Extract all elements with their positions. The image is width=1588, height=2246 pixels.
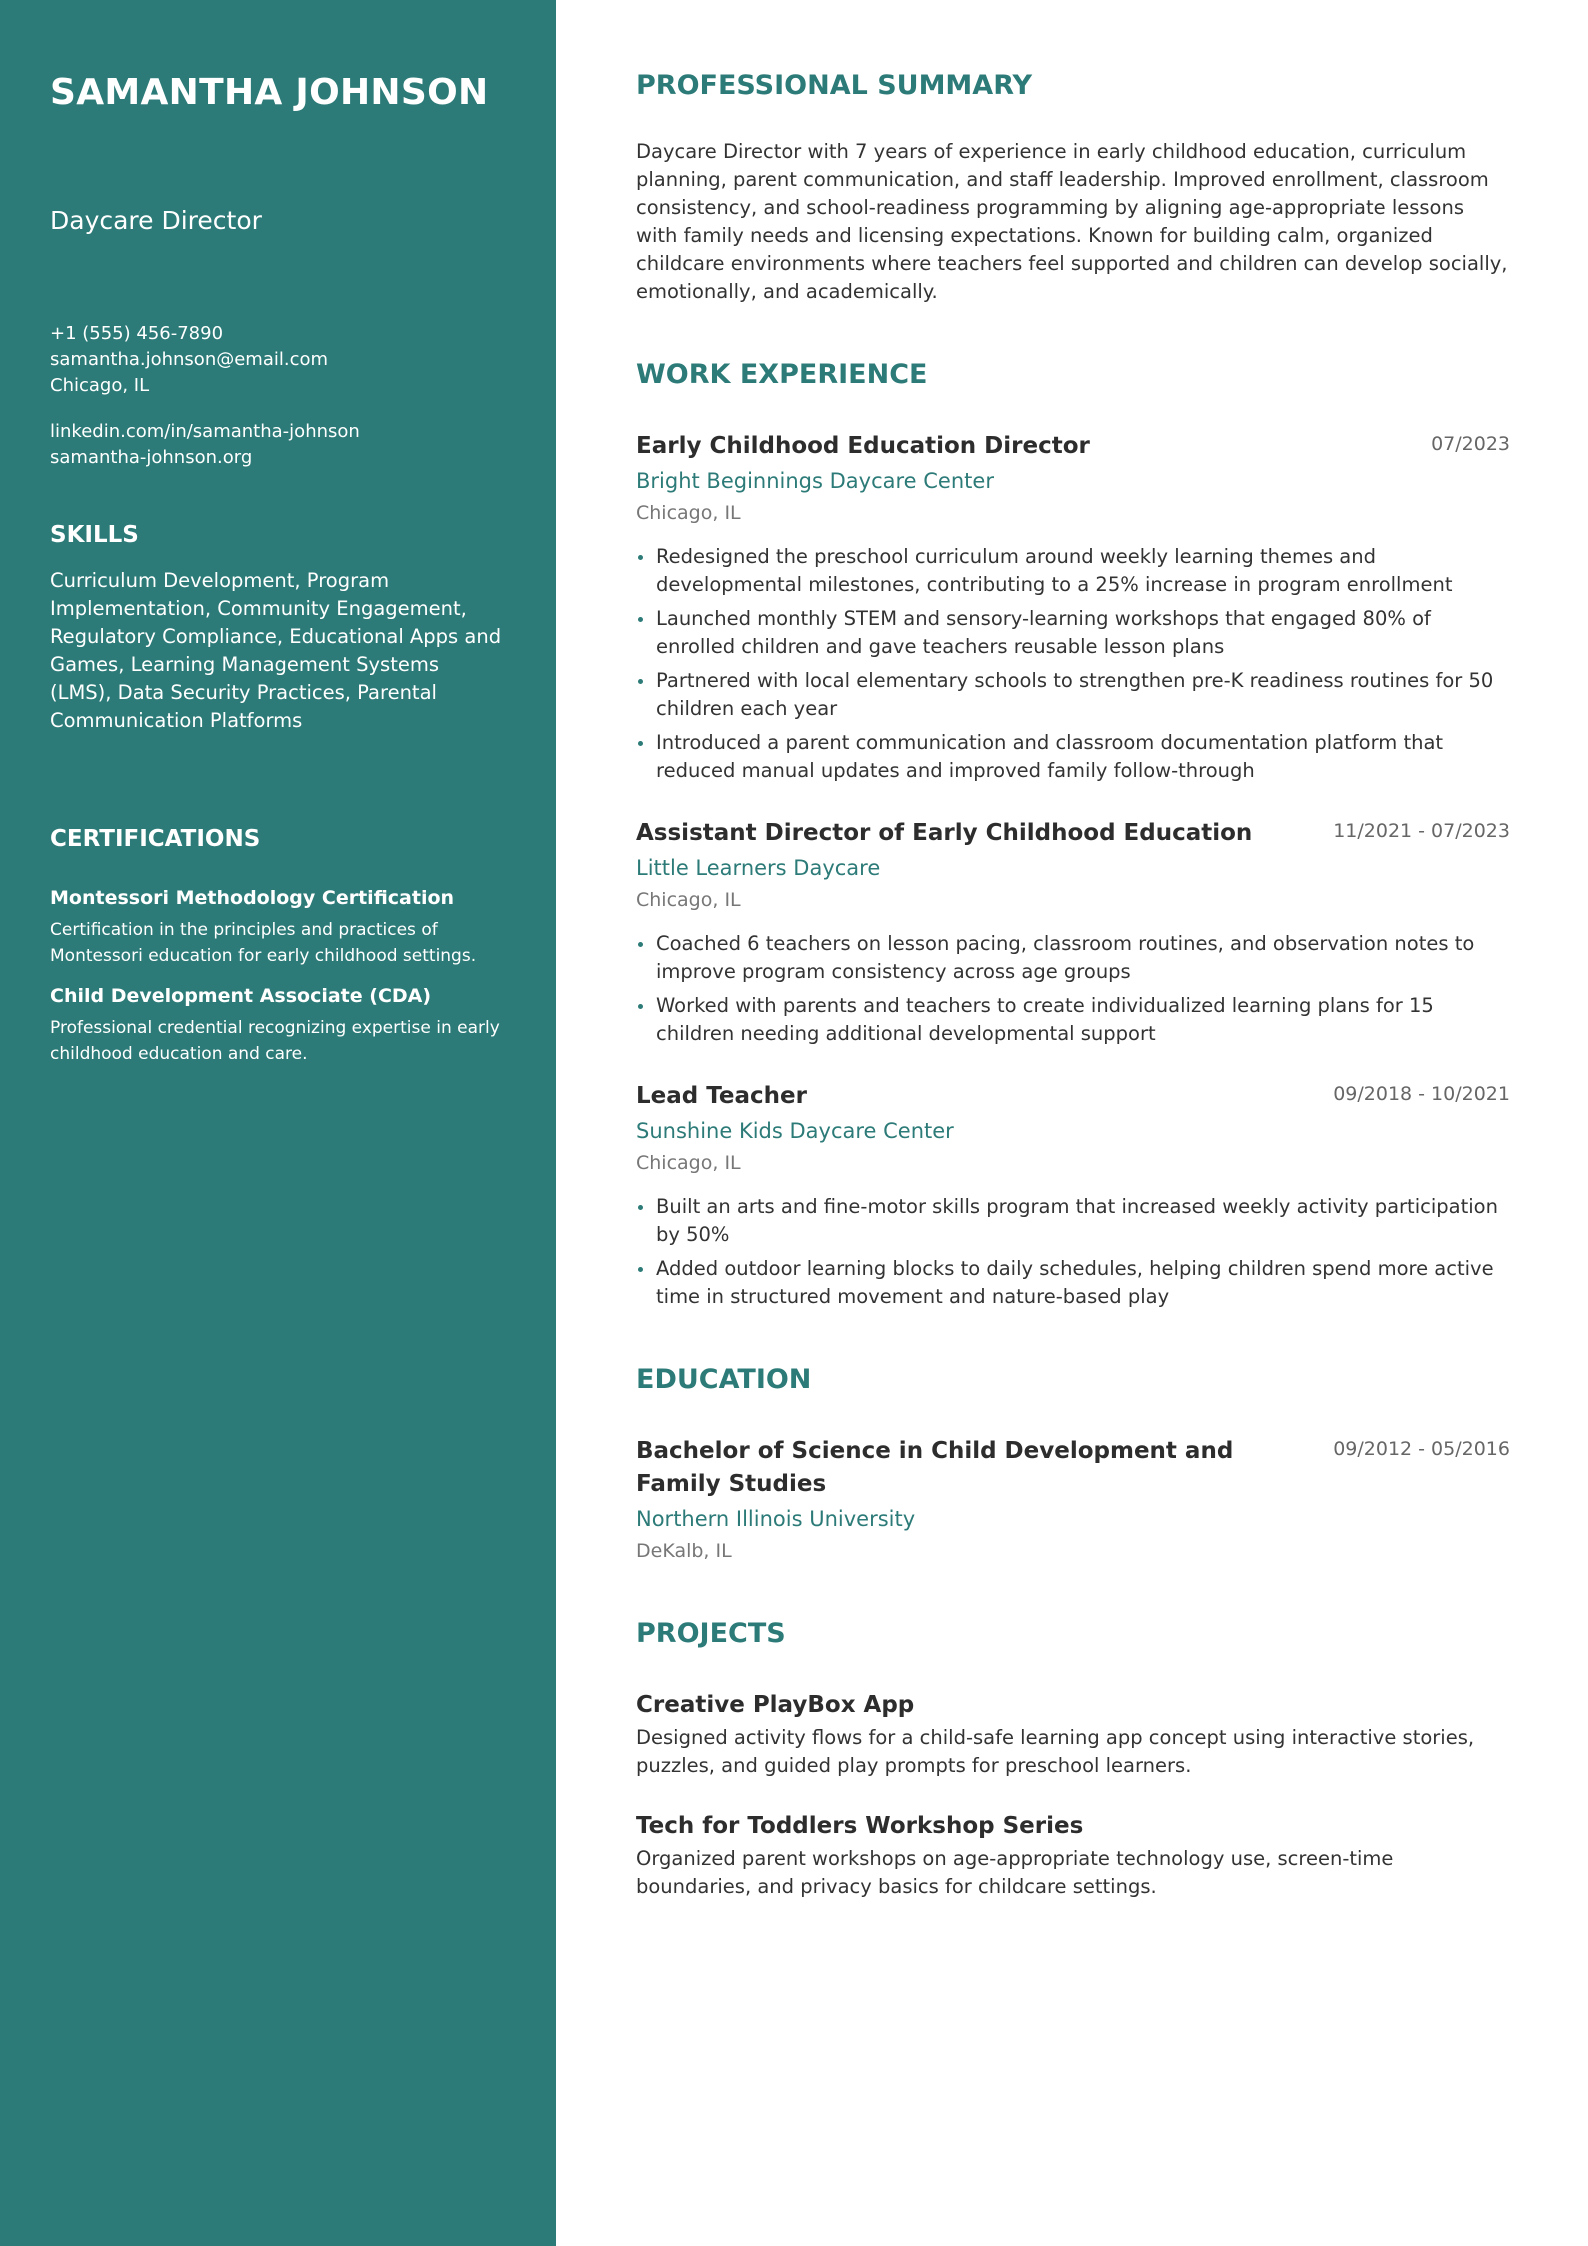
work-experience-list xyxy=(636,430,1510,1311)
job-bullets xyxy=(636,930,1510,1048)
job-entry xyxy=(636,430,1510,785)
job-date: 11/2021 - 07/2023 xyxy=(1333,820,1510,842)
job-company: Little Learners Daycare xyxy=(636,856,881,880)
job-entry xyxy=(636,817,1510,1048)
job-title: Early Childhood Education Director xyxy=(636,433,1090,459)
job-date: 09/2018 - 10/2021 xyxy=(1333,1083,1510,1105)
website-link[interactable]: samantha-johnson.org xyxy=(50,447,253,468)
job-bullets xyxy=(636,543,1510,785)
skills-heading: SKILLS xyxy=(50,522,139,548)
job-location: Chicago, IL xyxy=(636,889,741,911)
certifications-heading: CERTIFICATIONS xyxy=(50,826,261,852)
location: Chicago, IL xyxy=(50,375,150,396)
project-title: Creative PlayBox App xyxy=(636,1692,915,1718)
work-experience-heading: WORK EXPERIENCE xyxy=(636,359,928,390)
project-entry xyxy=(636,1689,1510,1780)
certification-title: Montessori Methodology Certification xyxy=(50,887,455,909)
job-bullet: Redesigned the preschool curriculum around weekly learning themes and developmental milestones, contributing to a 25% increase in program enrollment xyxy=(636,543,1510,599)
job-bullets xyxy=(636,1193,1510,1311)
job-title: Lead Teacher xyxy=(636,1083,807,1109)
job-bullet: Added outdoor learning blocks to daily schedules, helping children spend more active time in structured movement and nature-based play xyxy=(636,1255,1510,1311)
job-company: Bright Beginnings Daycare Center xyxy=(636,469,994,493)
job-bullet: Worked with parents and teachers to create individualized learning plans for 15 children needing additional developmental support xyxy=(636,992,1510,1048)
phone-number: +1 (555) 456-7890 xyxy=(50,323,224,344)
job-location: Chicago, IL xyxy=(636,502,741,524)
main-content xyxy=(556,0,1588,2246)
project-entry xyxy=(636,1810,1510,1901)
sidebar xyxy=(0,0,556,2246)
linkedin-link[interactable]: linkedin.com/in/samantha-johnson xyxy=(50,421,360,442)
education-entry xyxy=(636,1435,1510,1565)
email-address[interactable]: samantha.johnson@email.com xyxy=(50,349,329,370)
job-title: Assistant Director of Early Childhood Education xyxy=(636,820,1253,846)
job-bullet: Built an arts and fine-motor skills program that increased weekly activity participation by 50% xyxy=(636,1193,1510,1249)
job-date: 07/2023 xyxy=(1431,433,1510,455)
job-bullet: Launched monthly STEM and sensory-learning workshops that engaged 80% of enrolled children and gave teachers reusable lesson plans xyxy=(636,605,1510,661)
projects-list xyxy=(636,1689,1510,1901)
certification-title: Child Development Associate (CDA) xyxy=(50,985,432,1007)
job-location: Chicago, IL xyxy=(636,1152,741,1174)
candidate-role: Daycare Director xyxy=(50,206,262,235)
certification-description: Professional credential recognizing expertise in early childhood education and care. xyxy=(50,1018,500,1064)
projects-heading: PROJECTS xyxy=(636,1618,786,1649)
job-company: Sunshine Kids Daycare Center xyxy=(636,1119,954,1143)
project-description: Designed activity flows for a child-safe learning app concept using interactive stories, puzzles, and guided play prompts for preschool learners. xyxy=(636,1726,1475,1777)
project-title: Tech for Toddlers Workshop Series xyxy=(636,1813,1084,1839)
education-date: 09/2012 - 05/2016 xyxy=(1333,1438,1510,1460)
project-description: Organized parent workshops on age-appropriate technology use, screen-time boundaries, and privacy basics for childcare settings. xyxy=(636,1847,1394,1898)
job-entry xyxy=(636,1080,1510,1311)
certification-item xyxy=(50,985,506,1067)
summary-text: Daycare Director with 7 years of experience in early childhood education, curriculum planning, parent communication, and staff leadership. Improved enrollment, classroom consistency, and school-readiness programming by aligning age-appropriate lessons with family needs and licensing expectations. Known for building calm, organized childcare environments where teachers feel supported and children can develop socially, emotionally, and academically. xyxy=(636,140,1508,303)
job-bullet: Introduced a parent communication and classroom documentation platform that reduced manual updates and improved family follow-through xyxy=(636,729,1510,785)
skills-list: Curriculum Development, Program Implementation, Community Engagement, Regulatory Compliance, Educational Apps and Games, Learning Management Systems (LMS), Data Security Practices, Parental Communication Platforms xyxy=(50,569,502,732)
contact-info xyxy=(50,321,506,399)
job-bullet: Partnered with local elementary schools to strengthen pre-K readiness routines for 50 children each year xyxy=(636,667,1510,723)
certifications-list xyxy=(50,887,506,1067)
education-heading: EDUCATION xyxy=(636,1364,812,1395)
profile-links xyxy=(50,419,506,471)
school-name: Northern Illinois University xyxy=(636,1507,916,1531)
school-location: DeKalb, IL xyxy=(636,1540,732,1562)
certification-description: Certification in the principles and practices of Montessori education for early childhood settings. xyxy=(50,920,477,966)
certification-item xyxy=(50,887,506,969)
job-bullet: Coached 6 teachers on lesson pacing, classroom routines, and observation notes to improve program consistency across age groups xyxy=(636,930,1510,986)
candidate-name: SAMANTHA JOHNSON xyxy=(50,72,489,113)
summary-heading: PROFESSIONAL SUMMARY xyxy=(636,70,1033,101)
degree-title: Bachelor of Science in Child Development and Family Studies xyxy=(636,1438,1234,1497)
